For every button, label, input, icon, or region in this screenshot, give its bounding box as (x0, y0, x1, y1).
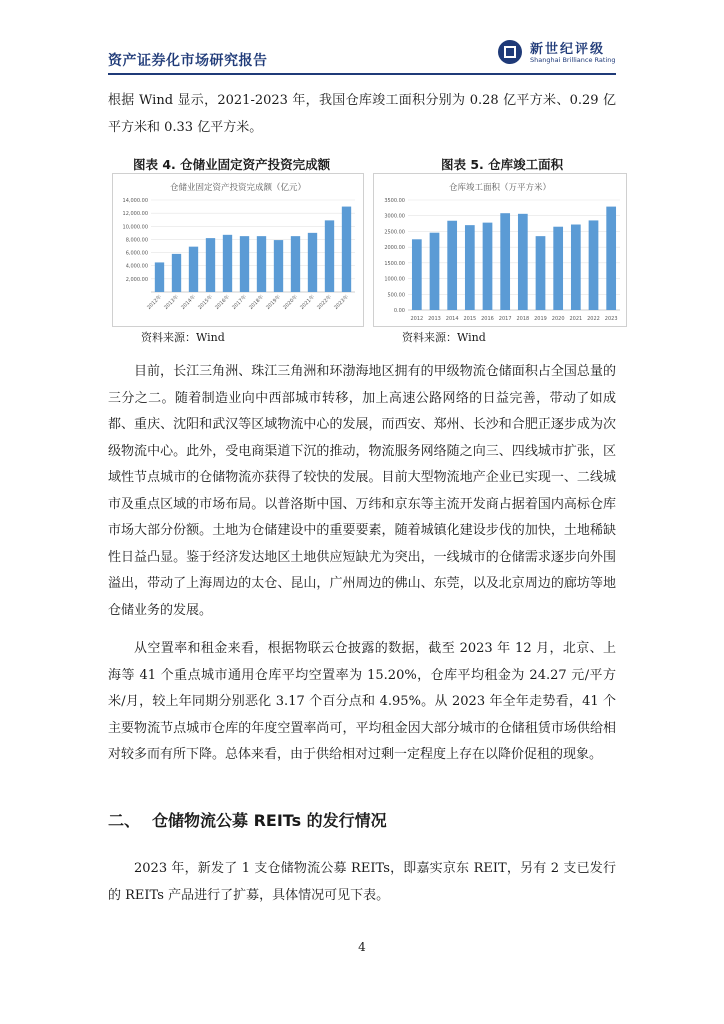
x-tick-label: 2014 (445, 316, 459, 322)
y-tick-label: 2000.00 (384, 245, 405, 252)
y-tick-label: 0.00 (393, 308, 405, 314)
section-number: 二、 (108, 811, 141, 830)
x-tick-label: 2015年 (197, 294, 214, 311)
paragraph-reits-issuance: 2023 年，新发了 1 支仓储物流公募 REITs，即嘉实京东 REIT，另有 2 支已发行的 REITs 产品进行了扩募，具体情况可见下表。 (108, 861, 616, 903)
bar (155, 262, 164, 292)
bar (257, 236, 266, 292)
x-tick-label: 2016 (481, 316, 494, 322)
section-title: 仓储物流公募 REITs 的发行情况 (152, 811, 387, 830)
x-tick-label: 2023 (604, 316, 618, 322)
x-tick-label: 2015 (463, 316, 477, 322)
bar (342, 207, 351, 292)
bar (325, 220, 334, 292)
x-tick-label: 2017年 (231, 294, 248, 311)
figure-5-chart-frame (373, 173, 627, 327)
x-tick-label: 2022年 (316, 294, 333, 311)
x-tick-label: 2021 (569, 316, 583, 322)
bar (223, 235, 232, 292)
bar (553, 227, 563, 310)
x-tick-label: 2018年 (248, 294, 265, 311)
figure-4-chart-frame (112, 173, 364, 327)
y-tick-label: 2,000.00 (125, 276, 148, 283)
figure-4-source: 资料来源：Wind (141, 331, 225, 344)
y-tick-label: 1500.00 (384, 260, 405, 267)
brand-logo (498, 38, 618, 70)
bar (206, 238, 215, 292)
bar (447, 221, 457, 310)
bar (240, 236, 249, 292)
paragraph-regional-distribution: 目前，长江三角洲、珠江三角洲和环渤海地区拥有的甲级物流仓储面积占全国总量的三分之二。随着制造业向中西部城市转移，加上高速公路网络的日益完善，带动了如成都、重庆、沈阳和武汉等区域物流中心的发展，而西安、郑州、长沙和合肥正逐步成为次级物流中心。此外，受电商渠道下沉的推动，物流服务网络随之向三、四线城市扩张，区域性节点城市的仓储物流亦获得了较快的发展。目前大型物流地产企业已实现一、二线城市及重点区域的市场布局。以普洛斯中国、万纬和京东等主流开发商占据着国内高标仓库市场大部分份额。土地为仓储建设中的重要要素，随着城镇化建设步伐的加快，土地稀缺性日益凸显。鉴于经济发达地区土地供应短缺尤为突出，一线城市的仓储需求逐步向外围溢出，带动了上海周边的太仓、昆山，广州周边的佛山、东莞，以及北京周边的廊坊等地仓储业务的发展。 (108, 364, 616, 618)
chart-title: 仓储业固定资产投资完成额（亿元） (169, 183, 307, 193)
logo-emblem-icon (498, 40, 522, 64)
logo-english-name: Shanghai Brilliance Rating (530, 56, 616, 64)
completion-area-bar-chart (374, 174, 626, 326)
chart-title: 仓库竣工面积（万平方米） (448, 183, 552, 193)
bar (589, 220, 599, 310)
figure-5-caption: 图表 5. 仓库竣工面积 (441, 157, 564, 172)
x-tick-label: 2018 (516, 316, 530, 322)
figure-5-source: 资料来源：Wind (402, 331, 486, 344)
bar (500, 213, 510, 310)
bar (412, 239, 422, 310)
x-tick-label: 2014年 (180, 294, 197, 311)
bar (536, 236, 546, 310)
x-tick-label: 2016年 (214, 294, 231, 311)
y-tick-label: 500.00 (387, 292, 405, 299)
page-number: 4 (358, 940, 366, 954)
paragraph-vacancy-rent: 从空置率和租金来看，根据物联云仓披露的数据，截至 2023 年 12 月，北京、上海等 41 个重点城市通用仓库平均空置率为 15.20%，仓库平均租金为 24.27 元/平方米/月，较上年同期分别恶化 3.17 个百分点和 4.95%。从 2023 年全年走势看，41 个主要物流节点城市仓库的年度空置率尚可，平均租金因大部分城市的仓储租赁市场供给相对较多而有所下降。总体来看，由于供给相对过剩一定程度上存在以降价促租的现象。 (108, 641, 616, 762)
section-heading (108, 808, 387, 831)
y-tick-label: 8,000.00 (125, 237, 148, 244)
x-tick-label: 2012 (410, 316, 424, 322)
figure-4-caption: 图表 4. 仓储业固定资产投资完成额 (133, 157, 331, 172)
x-tick-label: 2020 (551, 316, 565, 322)
y-tick-label: 12,000.00 (122, 211, 148, 218)
y-tick-label: 3000.00 (384, 213, 405, 220)
bar (606, 207, 616, 310)
y-tick-label: 10,000.00 (122, 224, 148, 231)
bar (189, 247, 198, 292)
y-tick-label: 1000.00 (384, 276, 405, 283)
bar (308, 233, 317, 292)
bar (291, 236, 300, 292)
x-tick-label: 2013年 (163, 294, 180, 311)
x-tick-label: 2019年 (265, 294, 282, 311)
paragraph-warehouse-area: 根据 Wind 显示，2021-2023 年，我国仓库竣工面积分别为 0.28 亿平方米、0.29 亿平方米和 0.33 亿平方米。 (108, 93, 616, 135)
x-tick-label: 2012年 (146, 294, 163, 311)
x-tick-label: 2017 (498, 316, 512, 322)
bar (518, 214, 528, 310)
bar (571, 225, 581, 310)
header-divider (108, 73, 616, 75)
x-tick-label: 2023年 (333, 294, 350, 311)
y-tick-label: 3500.00 (384, 198, 405, 204)
y-tick-label: 14,000.00 (122, 198, 148, 204)
bar (430, 233, 440, 310)
report-title: 资产证券化市场研究报告 (108, 53, 268, 69)
logo-chinese-name: 新世纪评级 (530, 42, 606, 57)
x-tick-label: 2019 (534, 316, 547, 322)
x-tick-label: 2020年 (282, 294, 299, 311)
y-tick-label: 4,000.00 (125, 263, 148, 270)
y-tick-label: 6,000.00 (125, 250, 148, 257)
bar (465, 225, 475, 310)
bar (172, 254, 181, 292)
x-tick-label: 2021年 (299, 294, 316, 311)
investment-bar-chart (113, 174, 363, 326)
x-tick-label: 2022 (587, 316, 600, 322)
bar (483, 223, 493, 310)
bar (274, 240, 283, 292)
y-tick-label: 2500.00 (384, 229, 405, 236)
x-tick-label: 2013 (428, 316, 441, 322)
